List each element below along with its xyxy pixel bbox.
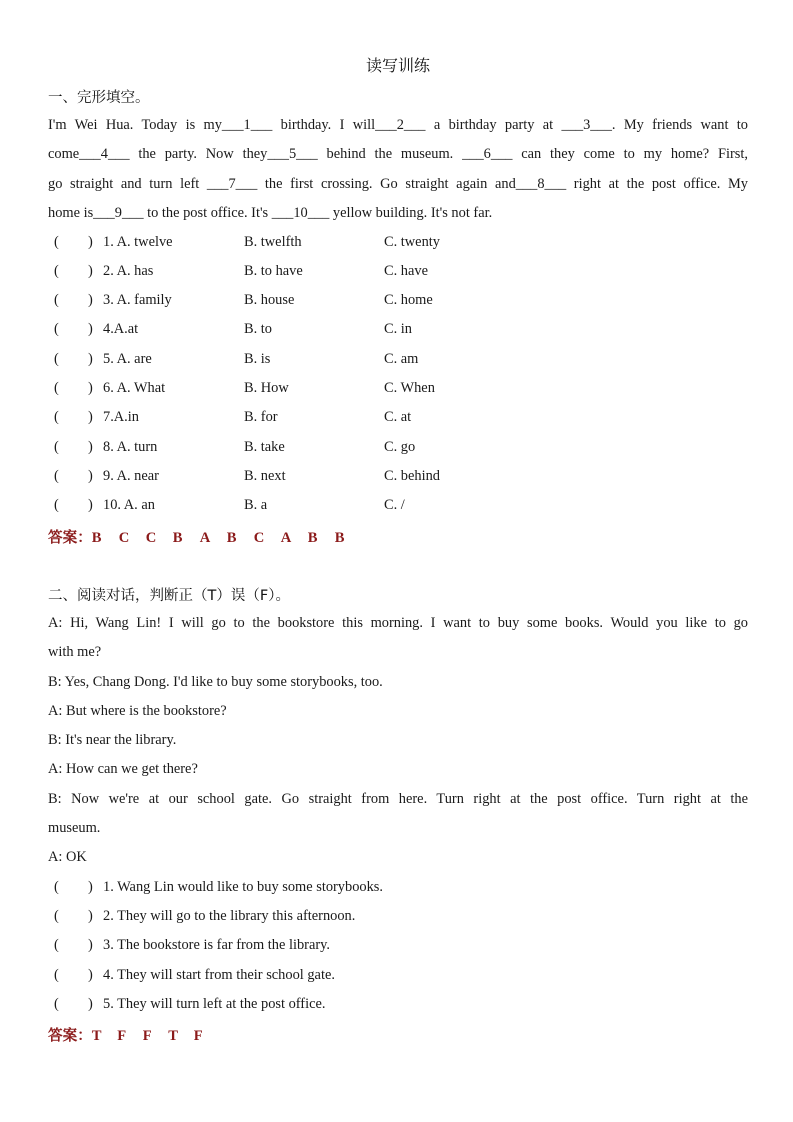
option-c: C. twenty <box>384 234 440 250</box>
answer-value: B <box>307 530 318 546</box>
answer-value: B <box>226 530 237 546</box>
option-c: C. behind <box>384 468 440 484</box>
answer-value: F <box>117 1028 127 1044</box>
option-c: C. / <box>384 497 405 513</box>
option-c: C. go <box>384 439 416 455</box>
statement-text: 3. The bookstore is far from the library. <box>103 937 330 953</box>
answer-value: B <box>172 530 183 546</box>
option-b: B. twelfth <box>244 234 302 250</box>
answer-value: T <box>91 1028 102 1044</box>
option-c: C. When <box>384 380 435 396</box>
option-a: 4.A.at <box>103 321 139 337</box>
answer-value: F <box>142 1028 152 1044</box>
section1-answers <box>48 526 362 547</box>
option-b: B. is <box>244 351 271 367</box>
answer-blank: ( <box>54 967 59 983</box>
dialogue-line: museum. <box>48 820 101 836</box>
answer-value: C <box>145 530 157 546</box>
option-a: 7.A.in <box>103 409 139 425</box>
dialogue-line: A: How can we get there? <box>48 761 198 777</box>
dialogue-line: with me? <box>48 644 102 660</box>
option-a: 10. A. an <box>103 497 155 513</box>
answer-blank: ( <box>54 908 59 924</box>
statement-text: 4. They will start from their school gate. <box>103 967 335 983</box>
answer-label: 答案： <box>48 1027 92 1044</box>
statement-text: 1. Wang Lin would like to buy some storybooks. <box>103 879 383 895</box>
dialogue-line: A: OK <box>48 849 87 865</box>
answer-value: B <box>334 530 345 546</box>
option-b: B. next <box>244 468 286 484</box>
page-title: 读写训练 <box>365 56 430 75</box>
option-a: 6. A. What <box>103 380 166 396</box>
option-a: 8. A. turn <box>103 439 158 455</box>
dialogue-line: B: Yes, Chang Dong. I'd like to buy some storybooks, too. <box>48 674 383 690</box>
answer-value: T <box>168 1028 179 1044</box>
answer-value: A <box>280 530 292 546</box>
statement-text: 2. They will go to the library this afternoon. <box>103 908 356 924</box>
dialogue-line: A: Hi, Wang Lin! I will go to the bookstore this morning. I want to buy some books. Would you like to go <box>48 615 748 631</box>
option-c: C. have <box>384 263 428 279</box>
answer-blank: ( <box>54 996 59 1012</box>
option-c: C. am <box>384 351 419 367</box>
option-c: C. at <box>384 409 412 425</box>
section1-heading: 一、完形填空。 <box>48 90 150 106</box>
passage-line: I'm Wei Hua. Today is my___1___ birthday. I will___2___ a birthday party at ___3___. My friends want to <box>48 117 748 133</box>
option-b: B. to have <box>244 263 303 279</box>
statement-text: 5. They will turn left at the post office. <box>103 996 326 1012</box>
option-a: 5. A. are <box>103 351 152 367</box>
option-a: 2. A. has <box>103 263 154 279</box>
answer-blank: ( <box>54 879 59 895</box>
option-c: C. home <box>384 292 433 308</box>
option-c: C. in <box>384 321 412 337</box>
answer-blank: ( <box>54 937 59 953</box>
answer-value: C <box>253 530 265 546</box>
option-a: 3. A. family <box>103 292 172 308</box>
answer-value: B <box>91 530 102 546</box>
section2-answers <box>48 1024 219 1045</box>
passage-line: home is___9___ to the post office. It's ___10___ yellow building. It's not far. <box>48 205 493 222</box>
option-a: 1. A. twelve <box>103 234 173 250</box>
passage-line: come___4___ the party. Now they___5___ behind the museum. ___6___ can they come to my home? First, <box>48 146 748 163</box>
answer-value: F <box>193 1028 203 1044</box>
dialogue-line: B: Now we're at our school gate. Go straight from here. Turn right at the post office. Turn right at the <box>48 791 748 807</box>
answer-value: A <box>199 530 211 546</box>
answer-label: 答案： <box>48 529 92 546</box>
answer-value: C <box>118 530 130 546</box>
section2-heading: 二、阅读对话，判断正（T）误（F）。 <box>48 588 290 604</box>
dialogue-line: A: But where is the bookstore? <box>48 703 227 719</box>
option-b: B. to <box>244 321 272 337</box>
dialogue-line: B: It's near the library. <box>48 732 177 748</box>
option-b: B. for <box>244 409 278 425</box>
option-b: B. a <box>244 497 268 513</box>
option-b: B. How <box>244 380 289 396</box>
option-b: B. house <box>244 292 295 308</box>
option-b: B. take <box>244 439 285 455</box>
passage-line: go straight and turn left ___7___ the first crossing. Go straight again and___8___ right at the post office. My <box>48 175 748 192</box>
cloze-passage <box>48 111 748 229</box>
option-a: 9. A. near <box>103 468 159 484</box>
